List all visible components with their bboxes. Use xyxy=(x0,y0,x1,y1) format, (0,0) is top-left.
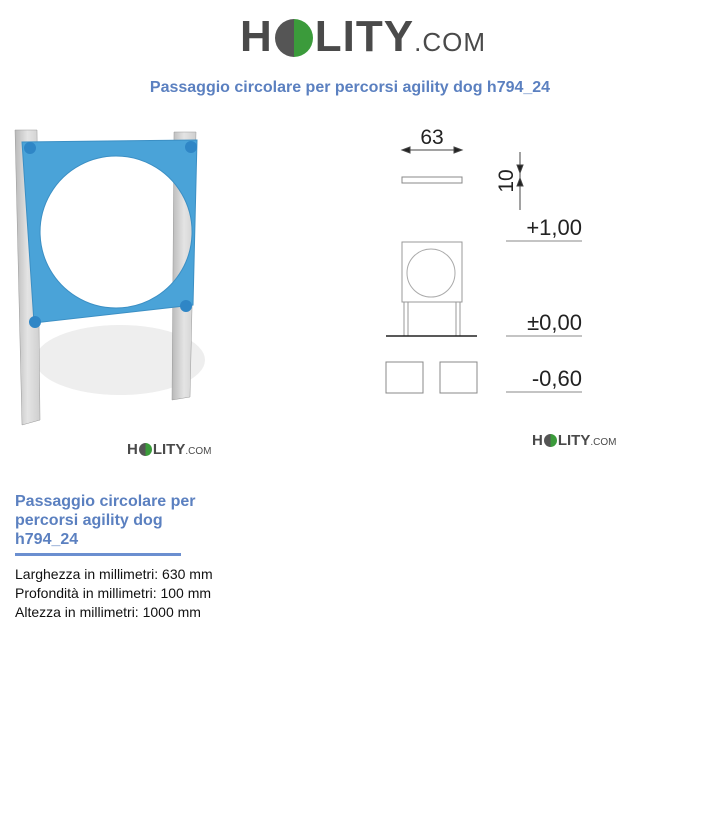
technical-drawing xyxy=(380,118,600,403)
depth-label: 10 xyxy=(495,169,518,193)
level-ground: ±0,00 xyxy=(527,310,582,335)
width-label: 63 xyxy=(420,126,444,149)
product-specs xyxy=(15,565,213,622)
logo-o-icon xyxy=(275,19,313,57)
logo-o-icon xyxy=(139,443,152,456)
title-divider xyxy=(15,553,181,556)
spec-width: Larghezza in millimetri: 630 mm xyxy=(15,566,213,582)
page-title: Passaggio circolare per percorsi agility dog h794_24 xyxy=(149,79,551,96)
logo-o-icon xyxy=(544,434,557,447)
circular-panel xyxy=(22,140,197,323)
spec-height: Altezza in millimetri: 1000 mm xyxy=(15,604,201,620)
product-title: Passaggio circolare per percorsi agility dog h794_24 xyxy=(15,493,196,548)
product-image xyxy=(10,125,210,435)
brand-logo-small: H LITY .COM xyxy=(532,432,617,449)
brand-logo: H LITY .COM xyxy=(240,12,486,61)
brand-logo-small: H LITY .COM xyxy=(127,441,212,458)
level-foundation: -0,60 xyxy=(531,366,582,391)
spec-depth: Profondità in millimetri: 100 mm xyxy=(15,585,212,601)
level-top: +1,00 xyxy=(526,215,582,240)
